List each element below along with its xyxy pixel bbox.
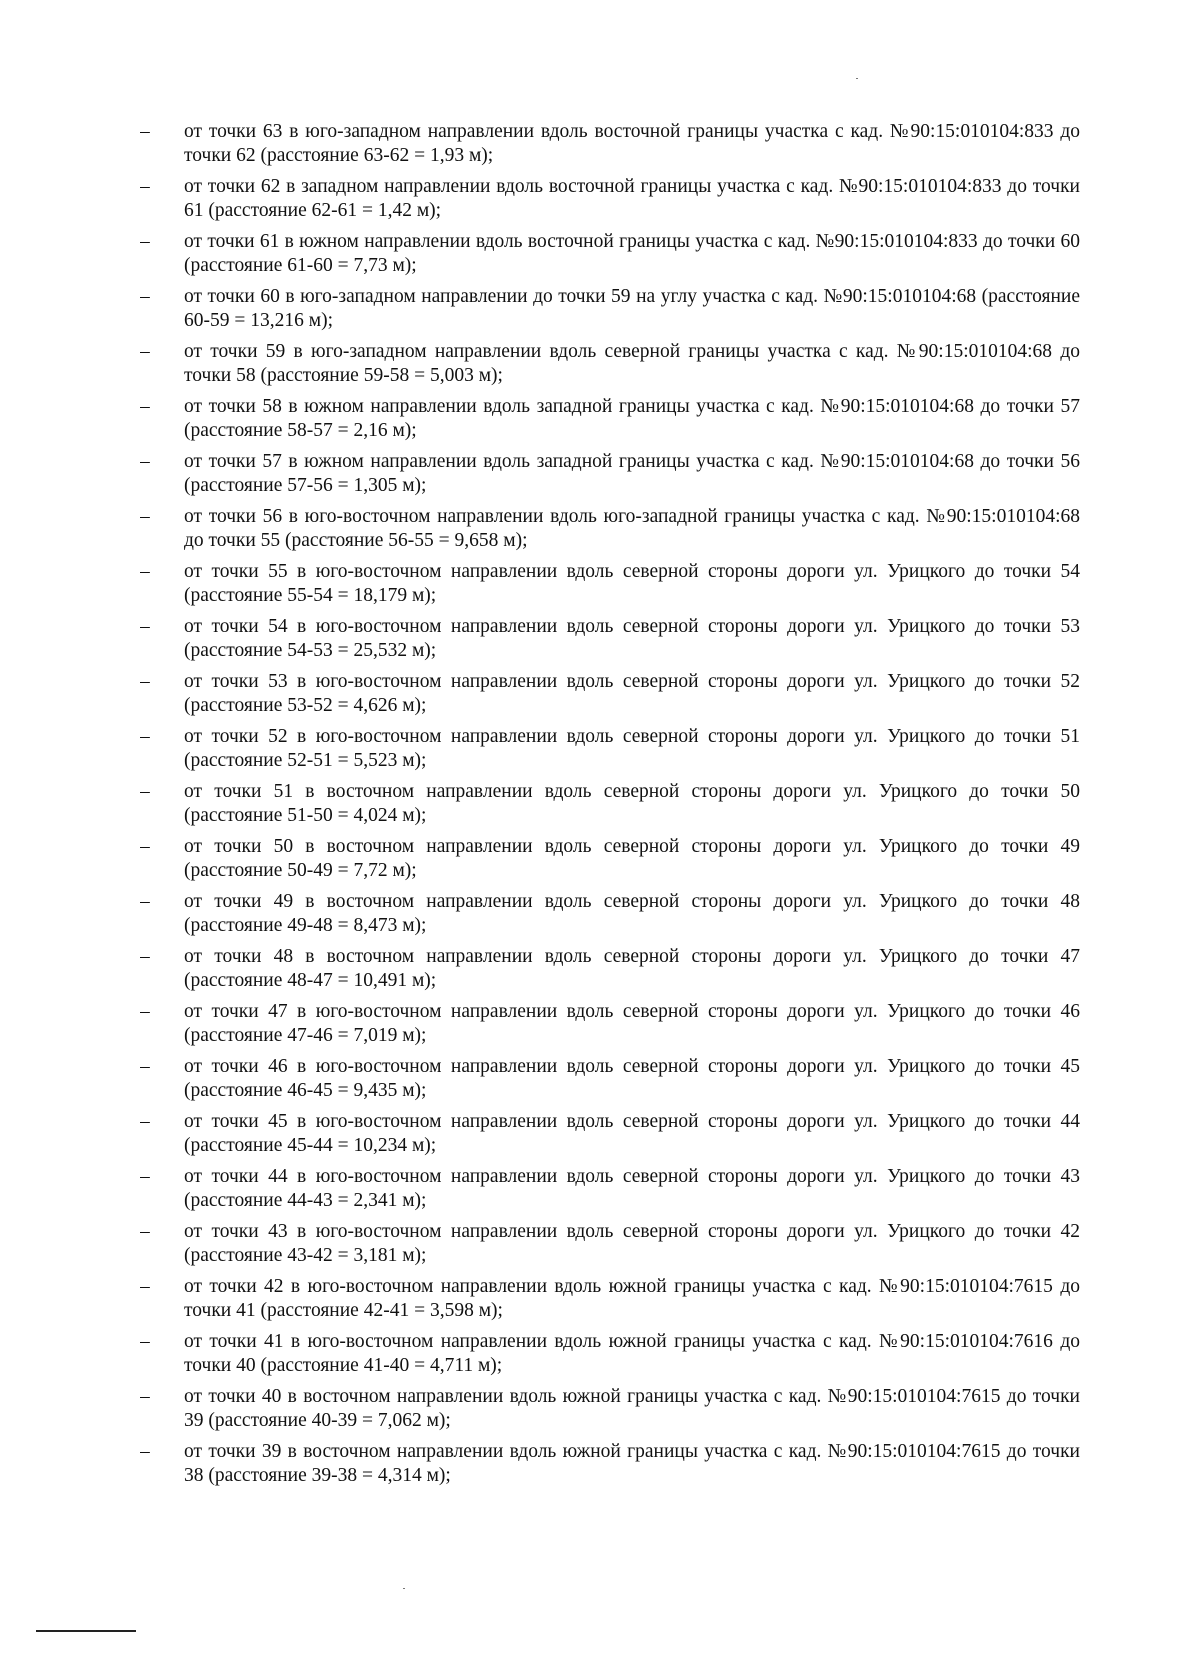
- list-item-text: от точки 41 в юго-восточном направлении вдоль южной границы участка с кад. №90:15:010104:7616 до точки 40 (расстояние 41-40 = 4,711 м);: [184, 1331, 1080, 1376]
- list-item-text: от точки 49 в восточном направлении вдоль северной стороны дороги ул. Урицкого до точки 48 (расстояние 49-48 = 8,473 м);: [184, 891, 1080, 936]
- list-dash: –: [140, 616, 150, 637]
- list-dash: –: [140, 121, 150, 142]
- list-item: [140, 505, 1080, 553]
- list-item: [140, 1330, 1080, 1378]
- list-item-text: от точки 62 в западном направлении вдоль восточной границы участка с кад. №90:15:010104:833 до точки 61 (расстояние 62-61 = 1,42 м);: [184, 176, 1080, 221]
- list-item: [140, 890, 1080, 938]
- list-dash: –: [140, 1111, 150, 1132]
- list-item-text: от точки 53 в юго-восточном направлении вдоль северной стороны дороги ул. Урицкого до точки 52 (расстояние 53-52 = 4,626 м);: [184, 671, 1080, 716]
- list-item-text: от точки 45 в юго-восточном направлении вдоль северной стороны дороги ул. Урицкого до точки 44 (расстояние 45-44 = 10,234 м);: [184, 1111, 1080, 1156]
- list-item: [140, 285, 1080, 333]
- list-item: [140, 1055, 1080, 1103]
- list-item-text: от точки 59 в юго-западном направлении вдоль северной границы участка с кад. №90:15:010104:68 до точки 58 (расстояние 59-58 = 5,003 м);: [184, 341, 1080, 386]
- footer-rule: [36, 1630, 136, 1632]
- list-item-text: от точки 57 в южном направлении вдоль западной границы участка с кад. №90:15:010104:68 до точки 56 (расстояние 57-56 = 1,305 м);: [184, 451, 1080, 496]
- list-item-text: от точки 54 в юго-восточном направлении вдоль северной стороны дороги ул. Урицкого до точки 53 (расстояние 54-53 = 25,532 м);: [184, 616, 1080, 661]
- list-item-text: от точки 52 в юго-восточном направлении вдоль северной стороны дороги ул. Урицкого до точки 51 (расстояние 52-51 = 5,523 м);: [184, 726, 1080, 771]
- list-item: [140, 1220, 1080, 1268]
- list-item-text: от точки 50 в восточном направлении вдоль северной стороны дороги ул. Урицкого до точки 49 (расстояние 50-49 = 7,72 м);: [184, 836, 1080, 881]
- list-item-text: от точки 39 в восточном направлении вдоль южной границы участка с кад. №90:15:010104:7615 до точки 38 (расстояние 39-38 = 4,314 м);: [184, 1441, 1080, 1486]
- list-item-text: от точки 43 в юго-восточном направлении вдоль северной стороны дороги ул. Урицкого до точки 42 (расстояние 43-42 = 3,181 м);: [184, 1221, 1080, 1266]
- list-item-text: от точки 61 в южном направлении вдоль восточной границы участка с кад. №90:15:010104:833 до точки 60 (расстояние 61-60 = 7,73 м);: [184, 231, 1080, 276]
- list-dash: –: [140, 176, 150, 197]
- list-dash: –: [140, 286, 150, 307]
- list-item-text: от точки 56 в юго-восточном направлении вдоль юго-западной границы участка с кад. №90:15:010104:68 до точки 55 (расстояние 56-55 = 9,658 м);: [184, 506, 1080, 551]
- scan-speck-bottom: [403, 1588, 405, 1589]
- list-dash: –: [140, 1441, 150, 1462]
- list-dash: –: [140, 1056, 150, 1077]
- list-item: [140, 560, 1080, 608]
- list-dash: –: [140, 506, 150, 527]
- list-dash: –: [140, 1331, 150, 1352]
- list-dash: –: [140, 781, 150, 802]
- list-dash: –: [140, 1166, 150, 1187]
- list-dash: –: [140, 836, 150, 857]
- list-item: [140, 230, 1080, 278]
- list-item: [140, 670, 1080, 718]
- list-item: [140, 1110, 1080, 1158]
- list-dash: –: [140, 1386, 150, 1407]
- list-dash: –: [140, 1276, 150, 1297]
- list-dash: –: [140, 561, 150, 582]
- list-item: [140, 1165, 1080, 1213]
- list-item: [140, 1000, 1080, 1048]
- list-dash: –: [140, 726, 150, 747]
- list-item: [140, 120, 1080, 168]
- boundary-description-list: [140, 120, 1080, 1495]
- list-item-text: от точки 55 в юго-восточном направлении вдоль северной стороны дороги ул. Урицкого до точки 54 (расстояние 55-54 = 18,179 м);: [184, 561, 1080, 606]
- list-item-text: от точки 40 в восточном направлении вдоль южной границы участка с кад. №90:15:010104:7615 до точки 39 (расстояние 40-39 = 7,062 м);: [184, 1386, 1080, 1431]
- list-item: [140, 340, 1080, 388]
- list-dash: –: [140, 671, 150, 692]
- list-item-text: от точки 42 в юго-восточном направлении вдоль южной границы участка с кад. №90:15:010104:7615 до точки 41 (расстояние 42-41 = 3,598 м);: [184, 1276, 1080, 1321]
- list-item-text: от точки 63 в юго-западном направлении вдоль восточной границы участка с кад. №90:15:010104:833 до точки 62 (расстояние 63-62 = 1,93 м);: [184, 121, 1080, 166]
- list-item: [140, 395, 1080, 443]
- list-item: [140, 945, 1080, 993]
- list-dash: –: [140, 891, 150, 912]
- list-item-text: от точки 48 в восточном направлении вдоль северной стороны дороги ул. Урицкого до точки 47 (расстояние 48-47 = 10,491 м);: [184, 946, 1080, 991]
- list-dash: –: [140, 1001, 150, 1022]
- list-dash: –: [140, 341, 150, 362]
- list-item-text: от точки 58 в южном направлении вдоль западной границы участка с кад. №90:15:010104:68 до точки 57 (расстояние 58-57 = 2,16 м);: [184, 396, 1080, 441]
- list-item: [140, 1440, 1080, 1488]
- scan-speck-top: [856, 78, 858, 79]
- list-dash: –: [140, 1221, 150, 1242]
- list-dash: –: [140, 451, 150, 472]
- list-item-text: от точки 51 в восточном направлении вдоль северной стороны дороги ул. Урицкого до точки 50 (расстояние 51-50 = 4,024 м);: [184, 781, 1080, 826]
- list-item: [140, 780, 1080, 828]
- list-dash: –: [140, 231, 150, 252]
- list-item-text: от точки 46 в юго-восточном направлении вдоль северной стороны дороги ул. Урицкого до точки 45 (расстояние 46-45 = 9,435 м);: [184, 1056, 1080, 1101]
- list-item: [140, 835, 1080, 883]
- list-item: [140, 450, 1080, 498]
- list-item-text: от точки 60 в юго-западном направлении до точки 59 на углу участка с кад. №90:15:010104:68 (расстояние 60-59 = 13,216 м);: [184, 286, 1080, 331]
- list-item-text: от точки 44 в юго-восточном направлении вдоль северной стороны дороги ул. Урицкого до точки 43 (расстояние 44-43 = 2,341 м);: [184, 1166, 1080, 1211]
- list-item: [140, 175, 1080, 223]
- list-item-text: от точки 47 в юго-восточном направлении вдоль северной стороны дороги ул. Урицкого до точки 46 (расстояние 47-46 = 7,019 м);: [184, 1001, 1080, 1046]
- list-item: [140, 1275, 1080, 1323]
- list-dash: –: [140, 396, 150, 417]
- list-item: [140, 1385, 1080, 1433]
- list-item: [140, 725, 1080, 773]
- list-dash: –: [140, 946, 150, 967]
- list-item: [140, 615, 1080, 663]
